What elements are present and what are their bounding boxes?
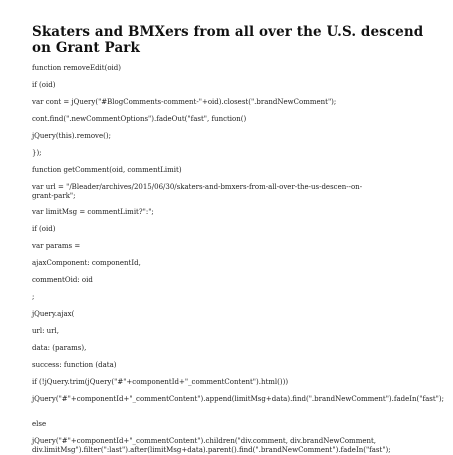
code-line-20: jQuery("#"+componentId+"_commentContent").append(limitMsg+data).find(".brandNewComment").fadeIn("fast"); bbox=[32, 395, 444, 403]
code-line-15: jQuery.ajax( bbox=[32, 310, 75, 318]
code-line-4: cont.find(".newCommentOptions").fadeOut("fast", function() bbox=[32, 115, 247, 123]
code-line-5: jQuery(this).remove(); bbox=[32, 132, 111, 140]
code-line-12: ajaxComponent: componentId, bbox=[32, 259, 141, 267]
article-title: Skaters and BMXers from all over the U.S. descend on Grant Park bbox=[32, 24, 424, 56]
code-line-8: var url = "/Bleader/archives/2015/06/30/skaters-and-bmxers-from-all-over-the-us-descen--on-grant-park"; bbox=[32, 183, 363, 200]
code-line-2: if (oid) bbox=[32, 81, 56, 89]
code-line-11: var params = bbox=[32, 242, 81, 250]
code-line-16: url: url, bbox=[32, 327, 59, 335]
code-line-19: if (!jQuery.trim(jQuery("#"+componentId+"_commentContent").html())) bbox=[32, 378, 289, 386]
code-line-7: function getComment(oid, commentLimit) bbox=[32, 166, 182, 174]
code-line-14: ; bbox=[32, 293, 35, 301]
code-line-3: var cont = jQuery("#BlogComments-comment-"+oid).closest(".brandNewComment"); bbox=[32, 98, 337, 106]
code-line-6: }); bbox=[32, 149, 42, 157]
code-line-1: function removeEdit(oid) bbox=[32, 64, 122, 72]
code-line-18: success: function (data) bbox=[32, 361, 117, 369]
code-line-10: if (oid) bbox=[32, 225, 56, 233]
code-line-9: var limitMsg = commentLimit?":"; bbox=[32, 208, 154, 216]
code-line-13: commentOid: oid bbox=[32, 276, 93, 284]
code-line-21: else bbox=[32, 420, 47, 428]
code-line-22: jQuery("#"+componentId+"_commentContent").children("div.comment, div.brandNewComment, div.limitMsg").filter(":last").after(limitMsg+data).parent().find(".brandNewComment").fadeIn("fast"); bbox=[32, 437, 391, 454]
code-line-17: data: (params), bbox=[32, 344, 87, 352]
